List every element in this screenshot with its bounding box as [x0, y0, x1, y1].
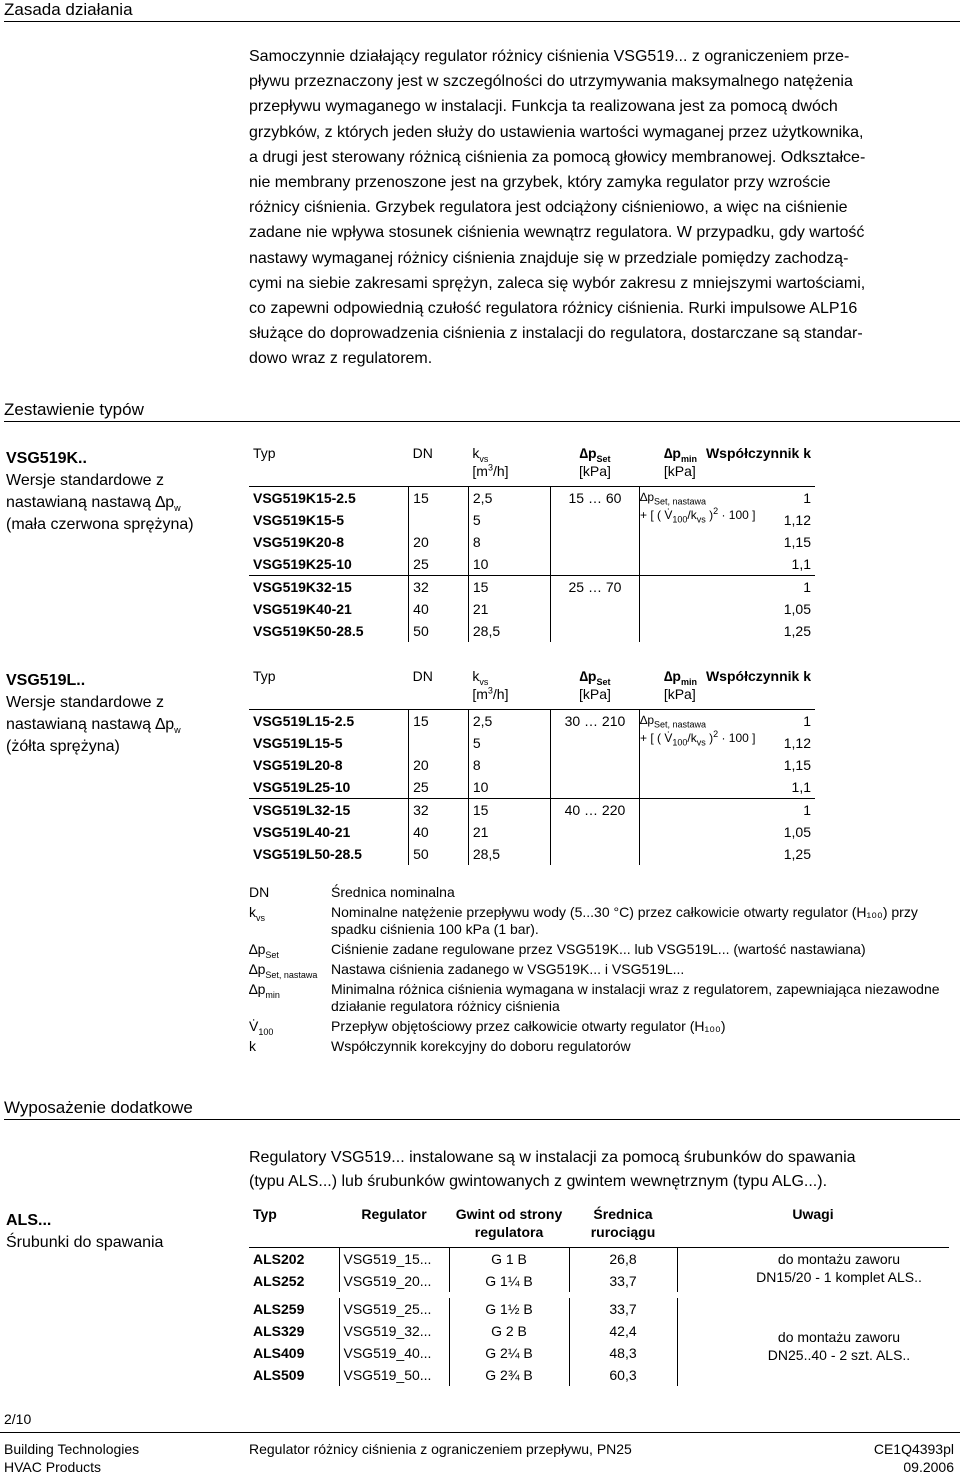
vsgl-formula: [640, 713, 756, 748]
table-row: [249, 553, 815, 576]
legend-symbol: k: [249, 904, 256, 920]
header-factor: Współczynnik k: [705, 445, 811, 461]
cell-pset: [550, 776, 640, 799]
cell-pmin: [640, 754, 701, 776]
intro-line: co zapewni odpowiednią czułość regulatora różnicy ciśnienia. Rurki impulsowe ALP16: [249, 300, 858, 318]
cell-kvs: 21: [468, 821, 550, 843]
formula-kvs-sub: vs: [696, 737, 706, 748]
kvs-unit-end: /h]: [492, 463, 509, 479]
cell-typ: VSG519L32-15: [249, 799, 409, 822]
legend-symbol-sub: Set, nastawa: [265, 969, 318, 980]
vsgk-type-table: [249, 444, 815, 642]
cell-typ: VSG519L40-21: [249, 821, 409, 843]
legend: [249, 884, 951, 1058]
cell-notes: [677, 1364, 949, 1386]
table-header-row: [249, 1205, 949, 1248]
cell-factor: 1,05: [783, 601, 811, 617]
company-line1: Building Technologies: [4, 1441, 140, 1457]
table-row: [249, 598, 815, 620]
thread-line1: Gwint od strony: [455, 1206, 563, 1222]
legend-text: Przepływ objętościowy przez całkowicie otwarty regulator (H₁₀₀): [331, 1018, 726, 1034]
cell-pmin: [640, 576, 701, 599]
table-row: [249, 821, 815, 843]
kvs-unit: [m: [472, 463, 488, 479]
intro-line: grzybków, z których jeden służy do ustawienia wartości wymaganej przez użytkownika,: [249, 123, 864, 141]
cell-typ: VSG519K32-15: [249, 576, 409, 599]
cell-pset: [550, 531, 640, 553]
header-pset: [550, 444, 640, 487]
intro-line: przepływu wymaganego w instalacji. Funkcja ta realizowana jest za pomocą dwóch: [249, 98, 838, 116]
intro-line: cymi na siebie zakresami sprężyn, zaleca się wybór zakresu z mniejszymi wartościami,: [249, 274, 866, 292]
cell-factor: 1,12: [783, 735, 811, 751]
table-row: [249, 754, 815, 776]
cell-kvs: 5: [468, 509, 550, 531]
section-title-accessories: Wyposażenie dodatkowe: [4, 1098, 960, 1120]
legend-text: Nastawa ciśnienia zadanego w VSG519K... i VSG519L...: [331, 961, 685, 977]
pmin-sub: min: [680, 453, 697, 464]
table-row: [249, 620, 815, 642]
cell-factor: 1: [701, 710, 815, 733]
cell-reg: VSG519_20...: [339, 1270, 449, 1295]
legend-symbol: DN: [249, 884, 270, 900]
legend-symbol-sub: min: [265, 989, 280, 1000]
cell-pset: [550, 553, 640, 576]
cell-factor: 1: [701, 487, 815, 510]
legend-text: Ciśnienie zadane regulowane przez VSG519K... lub VSG519L... (wartość nastawiana): [331, 941, 866, 957]
legend-key: [249, 961, 329, 980]
formula-times: · 100: [721, 731, 749, 745]
cell-kvs: 8: [468, 754, 550, 776]
accessories-intro-line: (typu ALS...) lub śrubunków gwintowanych z gwintem wewnętrznym (typu ALG...).: [249, 1173, 828, 1190]
cell-typ: ALS329: [249, 1320, 339, 1342]
cell-dn: 50: [409, 843, 469, 865]
cell-factor: 1,1: [791, 556, 811, 572]
cell-reg: VSG519_32...: [339, 1320, 449, 1342]
cell-factor: 1,05: [783, 824, 811, 840]
cell-kvs: 15: [468, 799, 550, 822]
pset-unit: [kPa]: [578, 686, 611, 702]
als-title: ALS...: [6, 1212, 52, 1229]
kvs-symbol: k: [472, 668, 480, 684]
cell-thread: G 1 B: [449, 1248, 569, 1271]
cell-pset: [550, 843, 640, 865]
cell-thread: G 1¼ B: [449, 1270, 569, 1295]
table-header-row: [249, 667, 815, 710]
note-line: do montażu zaworu: [777, 1329, 901, 1345]
cell-pmin: [640, 843, 701, 865]
intro-line: Samoczynnie działający regulator różnicy ciśnienia VSG519... z ograniczeniem prze-: [249, 48, 850, 65]
vsgk-title: VSG519K..: [6, 450, 87, 467]
formula-dp: ∆p: [640, 713, 655, 727]
formula-plus: +: [640, 508, 648, 522]
cell-thread: G 2 B: [449, 1320, 569, 1342]
formula-vdot-sub: 100: [672, 737, 688, 748]
intro-line: służące do doprowadzenia ciśnienia z instalacji do regulatora, dostarczane są standar-: [249, 325, 863, 343]
pmin-sub: min: [680, 676, 697, 687]
als-desc: Śrubunki do spawania: [6, 1234, 164, 1251]
pset-unit: [kPa]: [579, 463, 611, 479]
cell-dn: 25: [409, 553, 469, 576]
kvs-symbol: k: [472, 445, 480, 461]
cell-factor: 1: [701, 576, 815, 599]
cell-typ: VSG519K15-5: [249, 509, 409, 531]
accessories-intro: [249, 1146, 856, 1194]
cell-pset: [550, 821, 640, 843]
cell-dn: [409, 732, 469, 754]
cell-dn: 50: [409, 620, 469, 642]
page-number: 2/10: [4, 1411, 32, 1427]
footer-doc-code: [874, 1440, 954, 1476]
cell-pmin: [640, 553, 701, 576]
doc-code: CE1Q4393pl: [873, 1441, 954, 1457]
footer-doc-title: Regulator różnicy ciśnienia z ograniczeniem przepływu, PN25: [249, 1441, 632, 1457]
legend-symbol: ∆p: [249, 961, 266, 977]
accessories-intro-line: Regulatory VSG519... instalowane są w instalacji za pomocą śrubunków do spawania: [249, 1149, 856, 1166]
formula-dp-sub: Set, nastawa: [654, 496, 707, 507]
legend-key: [249, 941, 329, 960]
cell-typ: ALS259: [249, 1295, 339, 1320]
intro-paragraph: [249, 44, 949, 372]
header-typ: Typ: [253, 1206, 277, 1222]
vsgl-description: [6, 670, 241, 758]
vsgl-desc-line: Wersje standardowe z: [6, 694, 164, 711]
table-row: [249, 799, 815, 822]
vsgl-desc-sub: w: [174, 725, 181, 736]
diam-line2: rurociągu: [590, 1224, 656, 1240]
als-description: [6, 1210, 241, 1254]
vsgl-desc-text: nastawianą nastawą ∆p: [6, 716, 175, 733]
cell-kvs: 28,5: [468, 843, 550, 865]
formula-line2: + [ ( $V̇_{100}/k_{vs}$ )$^2$ · 100 ]: [640, 506, 756, 525]
cell-dn: 20: [409, 531, 469, 553]
cell-typ: VSG519K15-2.5: [249, 487, 409, 510]
pset-symbol: ∆p: [579, 668, 597, 684]
formula-vdot-sub: 100: [672, 514, 688, 525]
cell-pset: [550, 598, 640, 620]
intro-line: pływu przeznaczony jest w szczególności do utrzymywania maksymalnego natężenia: [249, 73, 853, 91]
cell-pset: [550, 732, 640, 754]
legend-text: Średnica nominalna: [331, 884, 455, 900]
cell-typ: VSG519L20-8: [249, 754, 409, 776]
legend-key: [249, 884, 329, 900]
legend-row: [249, 981, 951, 1015]
intro-line: zadane nie wpływa stosunek ciśnienia wewnątrz regulatora. W przypadku, gdy wartość: [249, 224, 865, 242]
header-notes: Uwagi: [792, 1206, 834, 1222]
cell-typ: VSG519L15-5: [249, 732, 409, 754]
header-kvs: [468, 444, 550, 487]
header-factor: Współczynnik k: [705, 668, 811, 684]
cell-diam: 33,7: [569, 1295, 677, 1320]
cell-thread: G 2¾ B: [449, 1364, 569, 1386]
formula-kvs: k: [690, 731, 697, 745]
cell-thread: G 1½ B: [449, 1295, 569, 1320]
formula-line1: [640, 713, 755, 730]
header-pset: [550, 667, 640, 710]
cell-typ: VSG519L15-2.5: [249, 710, 409, 733]
formula-kvs: k: [690, 508, 697, 522]
diam-line1: Średnica: [593, 1206, 653, 1222]
legend-row: [249, 1018, 951, 1035]
cell-typ: VSG519K20-8: [249, 531, 409, 553]
als-note-group2: [719, 1328, 959, 1364]
cell-dn: 32: [409, 576, 469, 599]
kvs-sub: vs: [479, 453, 489, 464]
als-note-group1: [719, 1250, 959, 1286]
pmin-symbol: ∆p: [663, 445, 681, 461]
cell-factor: 1,12: [783, 512, 811, 528]
cell-kvs: 10: [468, 776, 550, 799]
cell-kvs: 5: [468, 732, 550, 754]
legend-text: Minimalna różnica ciśnienia wymagana w instalacji wraz z regulatorem, zapewniająca niezawodne działanie regulatora różnicy ciśnienia: [331, 981, 940, 1014]
table-header-row: [249, 444, 815, 487]
formula-exp: 2: [713, 729, 719, 739]
cell-reg: VSG519_15...: [339, 1248, 449, 1271]
vsgl-title: VSG519L..: [6, 672, 86, 689]
cell-factor: 1,15: [783, 757, 811, 773]
kvs-sub: vs: [479, 676, 489, 687]
formula-dp-sub: Set, nastawa: [654, 719, 707, 730]
cell-kvs: 21: [468, 598, 550, 620]
header-dn: DN: [412, 445, 433, 461]
cell-pset: 40 … 220: [550, 799, 640, 822]
table-row: [249, 1295, 949, 1320]
legend-symbol: ∆p: [249, 941, 266, 957]
table-row: [249, 531, 815, 553]
cell-dn: 15: [409, 710, 469, 733]
header-thread: [449, 1205, 569, 1248]
cell-pset: 25 … 70: [550, 576, 640, 599]
cell-dn: 40: [409, 821, 469, 843]
cell-pmin: [640, 799, 701, 822]
cell-thread: G 2¼ B: [449, 1342, 569, 1364]
legend-row: [249, 884, 951, 901]
doc-date: 09.2006: [903, 1459, 954, 1475]
cell-typ: ALS409: [249, 1342, 339, 1364]
header-typ: Typ: [253, 668, 276, 684]
cell-pset: 30 … 210: [550, 710, 640, 733]
cell-kvs: 2,5: [468, 487, 550, 510]
formula-exp: 2: [713, 506, 719, 516]
cell-typ: ALS509: [249, 1364, 339, 1386]
legend-key: [249, 1038, 329, 1054]
cell-diam: 33,7: [569, 1270, 677, 1295]
cell-pmin: [640, 620, 701, 642]
cell-typ: ALS202: [249, 1248, 339, 1271]
cell-typ: VSG519K50-28.5: [249, 620, 409, 642]
intro-line: nie membrany przenoszone jest na grzybek, który zamyka regulator przy wzroście: [249, 174, 831, 192]
cell-typ: ALS252: [249, 1270, 339, 1295]
cell-factor: 1,15: [783, 534, 811, 550]
formula-vdot: V̇: [664, 731, 673, 745]
kvs-unit-end: /h]: [492, 686, 509, 702]
cell-pmin: [640, 776, 701, 799]
header-diameter: [569, 1205, 677, 1248]
header-dn: DN: [412, 668, 433, 684]
cell-kvs: 28,5: [468, 620, 550, 642]
formula-times: · 100: [721, 508, 749, 522]
cell-diam: 60,3: [569, 1364, 677, 1386]
legend-text: Współczynnik korekcyjny do doboru regulatorów: [331, 1038, 631, 1054]
cell-kvs: 8: [468, 531, 550, 553]
formula-dp: ∆p: [640, 490, 655, 504]
cell-pset: [550, 754, 640, 776]
formula-plus: +: [640, 731, 648, 745]
cell-pset: 15 … 60: [550, 487, 640, 510]
table-row: [249, 843, 815, 865]
table-row: [249, 776, 815, 799]
cell-typ: VSG519L25-10: [249, 776, 409, 799]
legend-row: [249, 941, 951, 958]
vsgl-desc-line: [6, 714, 241, 736]
pmin-symbol: ∆p: [663, 668, 681, 684]
legend-key: [249, 904, 329, 923]
vsgl-type-table: [249, 667, 815, 865]
cell-pmin: [640, 821, 701, 843]
section-title-how-it-works: Zasada działania: [4, 0, 960, 22]
cell-pmin: [640, 531, 701, 553]
cell-notes: [677, 1295, 949, 1320]
cell-reg: VSG519_40...: [339, 1342, 449, 1364]
cell-typ: VSG519K25-10: [249, 553, 409, 576]
cell-typ: VSG519K40-21: [249, 598, 409, 620]
note-line: DN15/20 - 1 komplet ALS..: [756, 1269, 922, 1285]
intro-line: dowo wraz z regulatorem.: [249, 350, 433, 368]
vsgk-desc-text: nastawianą nastawą ∆p: [6, 494, 175, 511]
legend-symbol-sub: 100: [258, 1026, 274, 1037]
pmin-unit: [kPa]: [663, 463, 696, 479]
cell-diam: 26,8: [569, 1248, 677, 1271]
cell-reg: VSG519_50...: [339, 1364, 449, 1386]
cell-dn: 20: [409, 754, 469, 776]
vsgk-desc-line: Wersje standardowe z: [6, 472, 164, 489]
legend-symbol-sub: vs: [256, 912, 265, 923]
legend-key: [249, 981, 329, 1000]
vsgk-desc-line: (mała czerwona sprężyna): [6, 516, 194, 533]
kvs-unit-sup: 3: [487, 462, 493, 473]
cell-typ: VSG519L50-28.5: [249, 843, 409, 865]
cell-dn: 32: [409, 799, 469, 822]
pmin-unit: [kPa]: [663, 686, 696, 702]
vsgk-desc-line: [6, 492, 241, 514]
note-line: do montażu zaworu: [777, 1251, 901, 1267]
header-pmin: [640, 667, 701, 710]
cell-dn: [409, 509, 469, 531]
header-pmin: [640, 444, 701, 487]
formula-line2: + [ ( $V̇_{100}/k_{vs}$ )$^2$ · 100 ]: [640, 729, 756, 748]
formula-vdot: V̇: [664, 508, 673, 522]
legend-row: [249, 1038, 951, 1055]
table-row: [249, 576, 815, 599]
formula-kvs-sub: vs: [696, 514, 706, 525]
cell-factor: 1,25: [783, 623, 811, 639]
legend-symbol: ∆p: [249, 981, 266, 997]
cell-kvs: 2,5: [468, 710, 550, 733]
intro-line: różnicy ciśnienia. Grzybek regulatora jest odciążony ciśnieniowo, a więc na ciśnienie: [249, 199, 848, 217]
cell-factor: 1: [701, 799, 815, 822]
table-row: [249, 1364, 949, 1386]
company-line2: HVAC Products: [4, 1459, 101, 1475]
cell-factor: 1,25: [783, 846, 811, 862]
cell-dn: 40: [409, 598, 469, 620]
legend-text: Nominalne natężenie przepływu wody (5...30 °C) przez całkowicie otwarty regulator (H₁₀₀) przy spadku ciśnienia 100 kPa (1 bar).: [331, 904, 918, 937]
cell-dn: 25: [409, 776, 469, 799]
footer-company: [4, 1440, 139, 1476]
footer-divider: [0, 1432, 960, 1433]
note-line: DN25..40 - 2 szt. ALS..: [767, 1347, 911, 1363]
legend-symbol-sub: Set: [265, 949, 279, 960]
kvs-unit: [m: [472, 686, 488, 702]
cell-kvs: 10: [468, 553, 550, 576]
legend-symbol: V̇: [249, 1018, 259, 1034]
vsgk-formula: [640, 490, 756, 525]
intro-line: nastawy wymaganej różnicy ciśnienia znajduje się w przedziale pomiędzy zachodzą-: [249, 249, 849, 267]
pset-symbol: ∆p: [579, 445, 597, 461]
vsgl-desc-line: (żółta sprężyna): [6, 738, 120, 755]
cell-pmin: [640, 598, 701, 620]
cell-diam: 42,4: [569, 1320, 677, 1342]
cell-kvs: 15: [468, 576, 550, 599]
header-regulator: Regulator: [361, 1206, 427, 1222]
legend-symbol: k: [249, 1038, 256, 1054]
legend-row: [249, 961, 951, 978]
cell-pset: [550, 509, 640, 531]
formula-line1: [640, 490, 755, 507]
cell-dn: 15: [409, 487, 469, 510]
cell-pset: [550, 620, 640, 642]
cell-diam: 48,3: [569, 1342, 677, 1364]
thread-line2: regulatora: [474, 1224, 544, 1240]
legend-key: [249, 1018, 329, 1037]
intro-line: a drugi jest sterowany różnicą ciśnienia za pomocą głowicy membranowej. Odkształce-: [249, 148, 866, 166]
legend-row: [249, 904, 951, 938]
section-title-types: Zestawienie typów: [4, 400, 960, 422]
vsgk-desc-sub: w: [174, 503, 181, 514]
kvs-unit-sup: 3: [487, 685, 493, 696]
pset-sub: Set: [596, 453, 611, 464]
cell-reg: VSG519_25...: [339, 1295, 449, 1320]
cell-factor: 1,1: [791, 779, 811, 795]
vsgk-description: [6, 448, 241, 536]
header-kvs: [468, 667, 550, 710]
pset-sub: Set: [596, 676, 611, 687]
header-typ: Typ: [253, 445, 276, 461]
